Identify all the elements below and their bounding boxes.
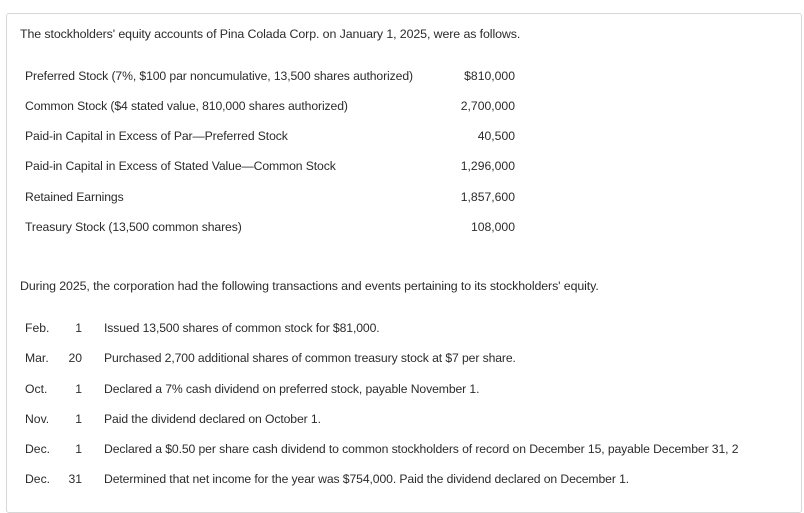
transaction-row [7,412,802,432]
transaction-description: Declared a $0.50 per share cash dividend to common stockholders of record on December 15, payable December 31, 2 [104,442,739,456]
account-amount: $810,000 [464,69,515,83]
transaction-month: Nov. [25,412,50,426]
transaction-day: 1 [75,321,82,335]
transaction-description: Determined that net income for the year was $754,000. Paid the dividend declared on December 1. [104,472,630,486]
problem-card [6,13,802,513]
account-amount: 1,857,600 [460,190,515,204]
transaction-row [7,442,802,462]
account-row [7,99,547,119]
transaction-month: Dec. [25,472,51,486]
account-label: Retained Earnings [25,190,124,204]
account-row [7,69,547,89]
transaction-month: Mar. [25,351,49,365]
account-amount: 108,000 [470,220,515,234]
transaction-day: 31 [68,472,82,486]
account-row [7,129,547,149]
transaction-day: 1 [75,382,82,396]
account-label: Preferred Stock (7%, $100 par noncumulative, 13,500 shares authorized) [25,69,413,83]
transaction-description: Paid the dividend declared on October 1. [104,412,321,426]
transaction-description: Declared a 7% cash dividend on preferred stock, payable November 1. [104,382,480,396]
transaction-description: Purchased 2,700 additional shares of common treasury stock at $7 per share. [104,351,516,365]
transaction-description: Issued 13,500 shares of common stock for $81,000. [104,321,380,335]
transaction-day: 20 [68,351,82,365]
transaction-day: 1 [75,412,82,426]
transaction-day: 1 [75,442,82,456]
account-amount: 40,500 [477,129,515,143]
account-amount: 2,700,000 [460,99,515,113]
transaction-row [7,351,802,371]
account-amount: 1,296,000 [460,159,515,173]
account-row [7,190,547,210]
transaction-row [7,472,802,492]
account-row [7,159,547,179]
transaction-month: Dec. [25,442,51,456]
transaction-month: Feb. [25,321,50,335]
transactions-intro: During 2025, the corporation had the following transactions and events pertaining to its stockholders' equity. [20,279,599,293]
account-row [7,220,547,240]
transaction-row [7,321,802,341]
intro-text: The stockholders' equity accounts of Pina Colada Corp. on January 1, 2025, were as follows. [20,27,521,41]
account-label: Paid-in Capital in Excess of Stated Value—Common Stock [25,159,336,173]
account-label: Paid-in Capital in Excess of Par—Preferred Stock [25,129,288,143]
account-label: Treasury Stock (13,500 common shares) [25,220,242,234]
transaction-month: Oct. [25,382,48,396]
account-label: Common Stock ($4 stated value, 810,000 shares authorized) [25,99,348,113]
transaction-row [7,382,802,402]
